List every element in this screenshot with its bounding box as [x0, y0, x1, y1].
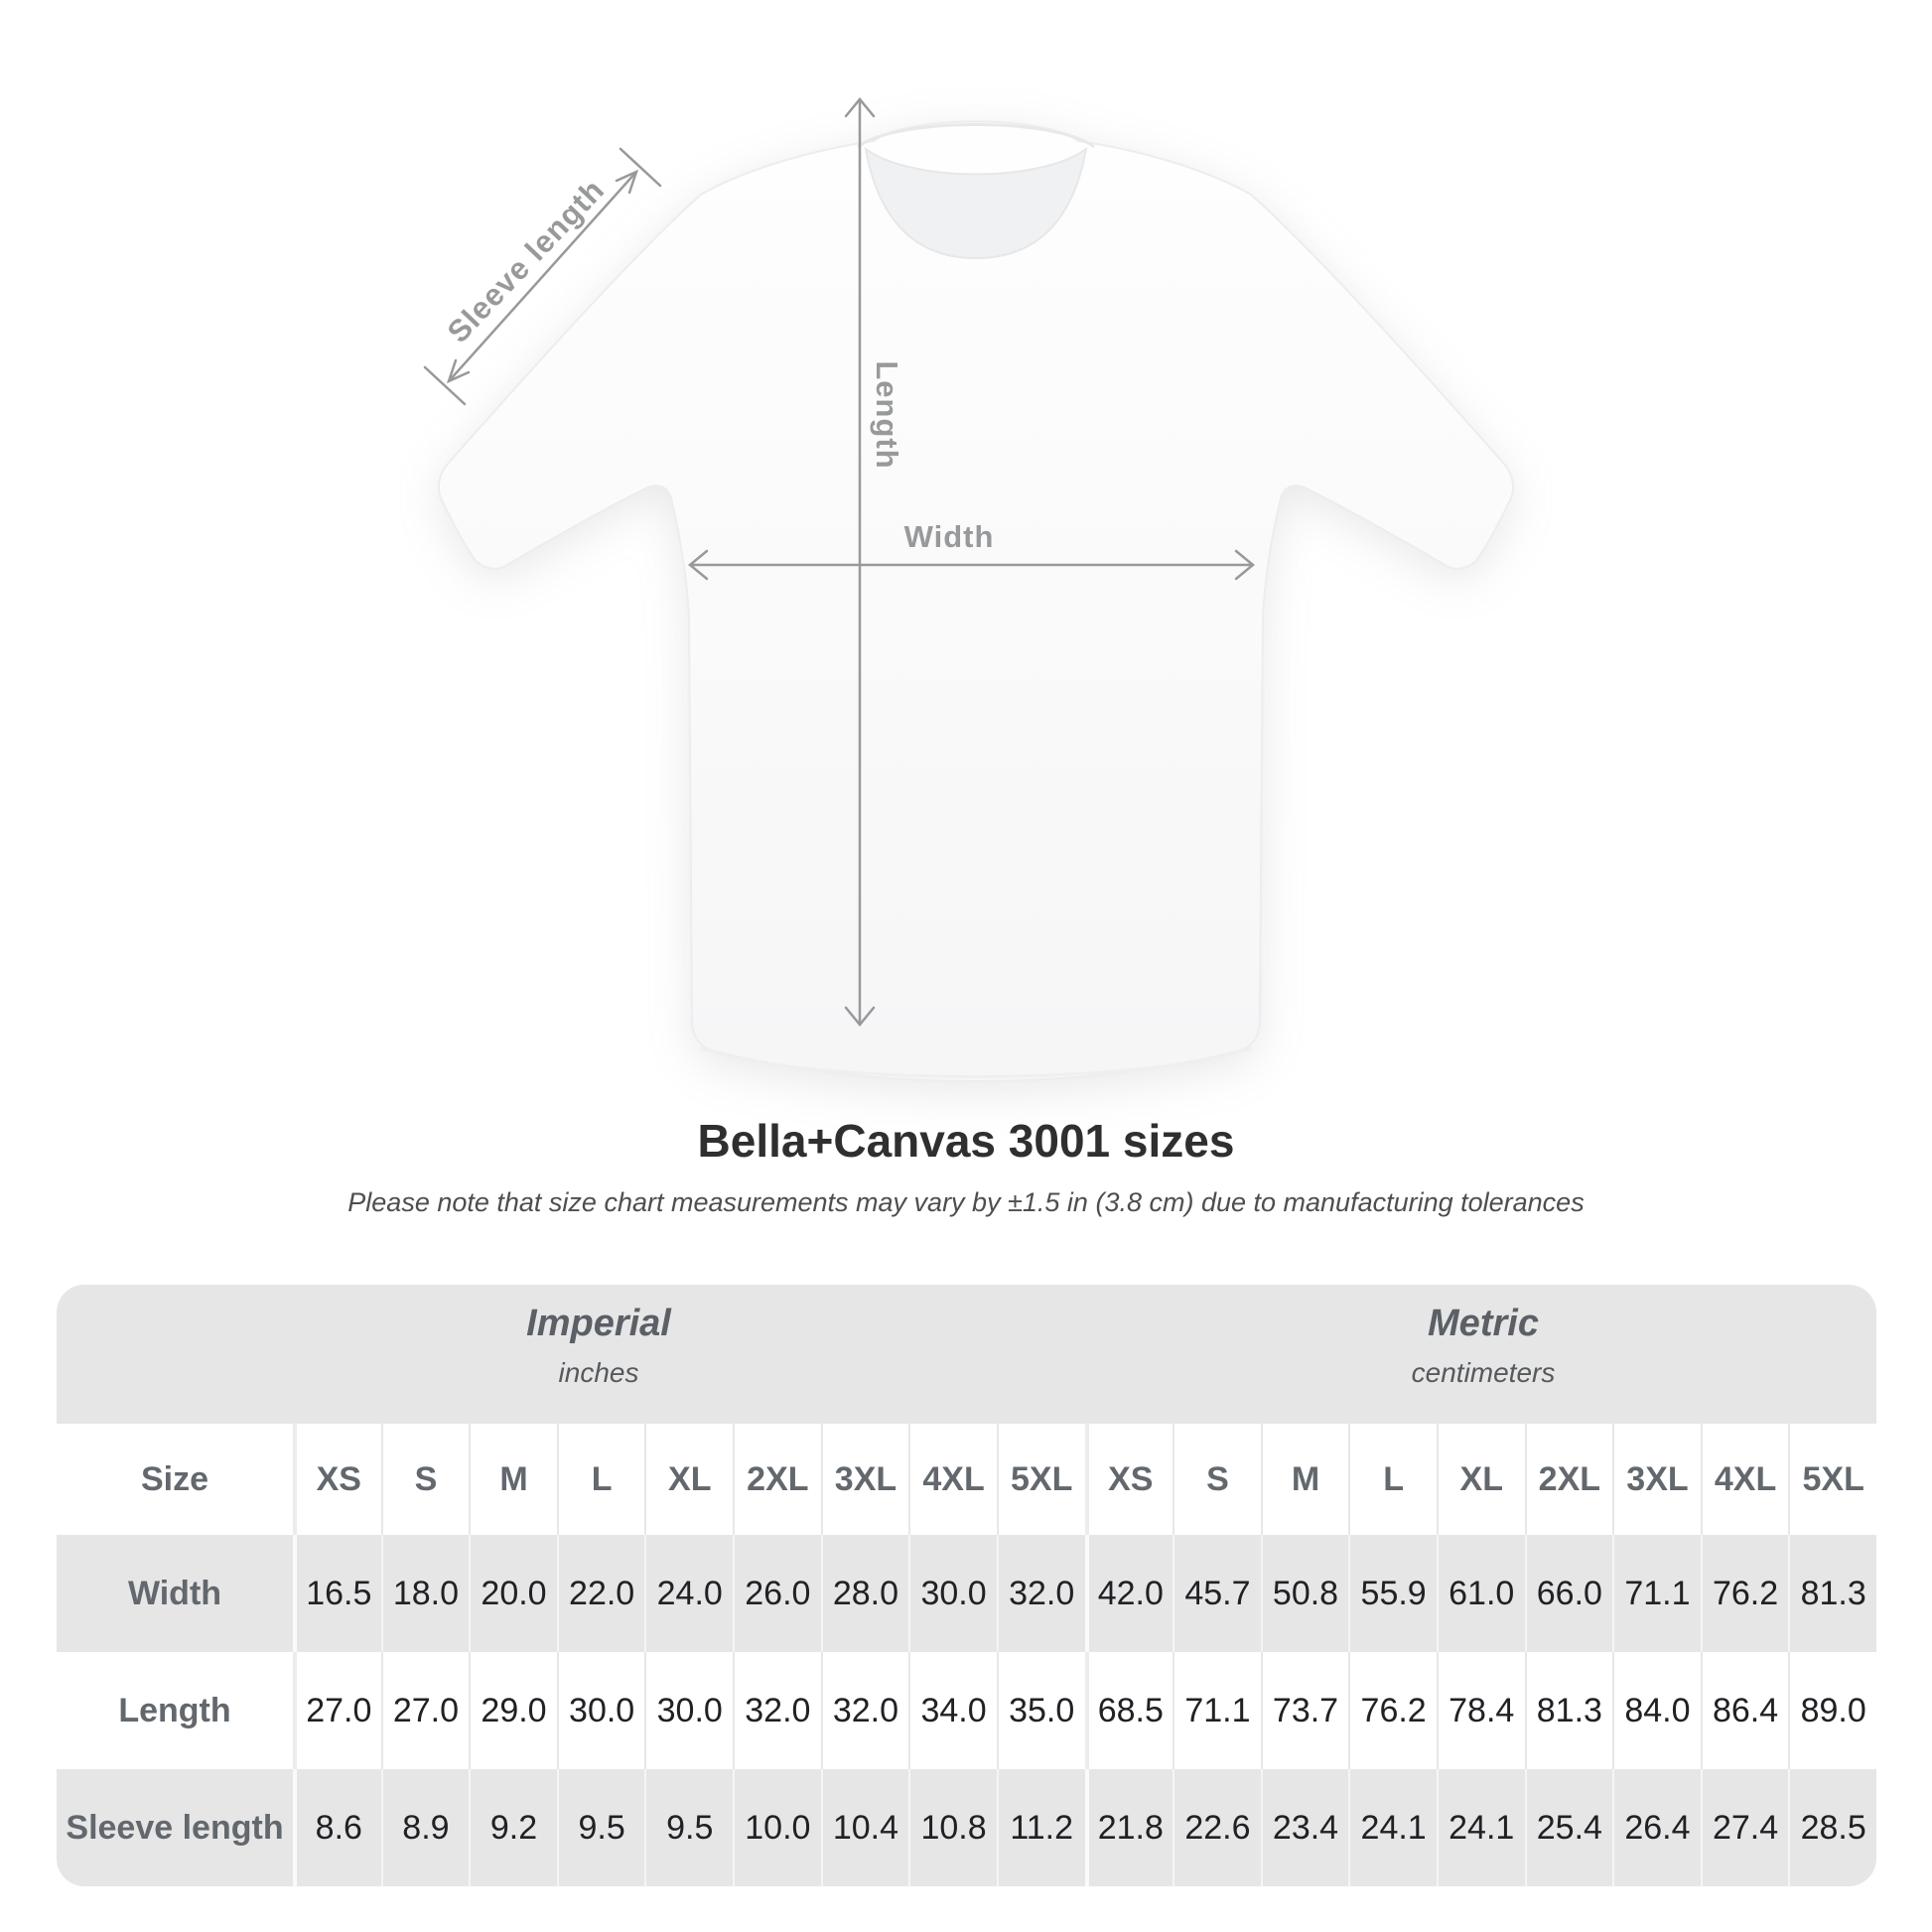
- size-header-cell: L: [557, 1424, 645, 1535]
- value-cell: 10.8: [908, 1769, 997, 1886]
- size-corner-cell: Size: [140, 1459, 209, 1498]
- value-cell: 27.4: [1701, 1769, 1789, 1886]
- value-cell: 23.4: [1261, 1769, 1349, 1886]
- size-header-cell: 4XL: [908, 1424, 997, 1535]
- value-cell: 81.3: [1525, 1652, 1613, 1769]
- value-cell: 9.2: [469, 1769, 557, 1886]
- value-cell: 55.9: [1348, 1535, 1437, 1652]
- value-cell: 26.0: [733, 1535, 821, 1652]
- width-label: Width: [903, 519, 995, 554]
- value-cell: 22.0: [557, 1535, 645, 1652]
- value-cell: 30.0: [644, 1652, 733, 1769]
- value-cell: 26.4: [1612, 1769, 1701, 1886]
- size-header-cell: XS: [293, 1424, 381, 1535]
- value-cell: 34.0: [908, 1652, 997, 1769]
- size-header-cell: M: [469, 1424, 557, 1535]
- width-arrow: [690, 551, 1253, 579]
- value-cell: 25.4: [1525, 1769, 1613, 1886]
- size-header-cell: L: [1348, 1424, 1437, 1535]
- value-cell: 78.4: [1437, 1652, 1525, 1769]
- size-header-cell: 2XL: [733, 1424, 821, 1535]
- size-header-cell: 2XL: [1525, 1424, 1613, 1535]
- value-cell: 66.0: [1525, 1535, 1613, 1652]
- value-cell: 29.0: [469, 1652, 557, 1769]
- value-cell: 22.6: [1173, 1769, 1261, 1886]
- value-cell: 68.5: [1085, 1652, 1173, 1769]
- size-header-cell: XS: [1085, 1424, 1173, 1535]
- sleeve-length-label: Sleeve length: [440, 172, 612, 349]
- imperial-group-header: [526, 1303, 671, 1389]
- value-cell: 9.5: [644, 1769, 733, 1886]
- size-header-cell: 5XL: [1788, 1424, 1876, 1535]
- value-cell: 35.0: [997, 1652, 1085, 1769]
- value-cell: 30.0: [557, 1652, 645, 1769]
- value-cell: 84.0: [1612, 1652, 1701, 1769]
- unit-header-band: [57, 1285, 1876, 1424]
- size-header-cell: S: [1173, 1424, 1261, 1535]
- page-title: Bella+Canvas 3001 sizes: [697, 1115, 1235, 1167]
- length-arrow: [846, 99, 874, 1025]
- value-cell: 21.8: [1085, 1769, 1173, 1886]
- value-cell: 10.4: [821, 1769, 909, 1886]
- size-header-cell: S: [381, 1424, 470, 1535]
- size-header-cell: 5XL: [997, 1424, 1085, 1535]
- row-label-cell: Sleeve length: [66, 1808, 284, 1847]
- value-cell: 27.0: [293, 1652, 381, 1769]
- value-cell: 11.2: [997, 1769, 1085, 1886]
- metric-group-header: [1412, 1303, 1556, 1389]
- value-cell: 30.0: [908, 1535, 997, 1652]
- page-subtitle: Please note that size chart measurements may vary by ±1.5 in (3.8 cm) due to manufacturing tolerances: [347, 1187, 1585, 1217]
- size-table: [57, 1285, 1876, 1886]
- value-cell: 86.4: [1701, 1652, 1789, 1769]
- value-cell: 81.3: [1788, 1535, 1876, 1652]
- metric-unit-label: centimeters: [1411, 1357, 1556, 1388]
- value-cell: 73.7: [1261, 1652, 1349, 1769]
- value-cell: 24.1: [1348, 1769, 1437, 1886]
- value-cell: 32.0: [733, 1652, 821, 1769]
- value-cell: 71.1: [1173, 1652, 1261, 1769]
- value-cell: 10.0: [733, 1769, 821, 1886]
- value-cell: 76.2: [1701, 1535, 1789, 1652]
- size-header-cell: 3XL: [821, 1424, 909, 1535]
- value-cell: 20.0: [469, 1535, 557, 1652]
- value-cell: 8.9: [381, 1769, 470, 1886]
- value-cell: 16.5: [293, 1535, 381, 1652]
- value-cell: 18.0: [381, 1535, 470, 1652]
- value-cell: 24.0: [644, 1535, 733, 1652]
- sleeve-length-arrow: [425, 149, 660, 404]
- length-label: Length: [870, 360, 904, 470]
- value-cell: 45.7: [1173, 1535, 1261, 1652]
- size-header-cell: XL: [644, 1424, 733, 1535]
- value-cell: 8.6: [293, 1769, 381, 1886]
- value-cell: 42.0: [1085, 1535, 1173, 1652]
- table-row: [57, 1424, 1876, 1535]
- table-row: [57, 1652, 1876, 1769]
- value-cell: 28.0: [821, 1535, 909, 1652]
- size-header-cell: 3XL: [1612, 1424, 1701, 1535]
- size-header-cell: M: [1261, 1424, 1349, 1535]
- size-header-cell: XL: [1437, 1424, 1525, 1535]
- row-label-cell: Length: [118, 1691, 231, 1729]
- value-cell: 32.0: [821, 1652, 909, 1769]
- value-cell: 28.5: [1788, 1769, 1876, 1886]
- value-cell: 76.2: [1348, 1652, 1437, 1769]
- value-cell: 27.0: [381, 1652, 470, 1769]
- table-row: [57, 1535, 1876, 1652]
- value-cell: 71.1: [1612, 1535, 1701, 1652]
- value-cell: 24.1: [1437, 1769, 1525, 1886]
- row-label-cell: Width: [127, 1574, 222, 1612]
- value-cell: 61.0: [1437, 1535, 1525, 1652]
- imperial-label: Imperial: [526, 1303, 671, 1344]
- value-cell: 32.0: [997, 1535, 1085, 1652]
- table-row: [57, 1769, 1876, 1886]
- imperial-unit-label: inches: [558, 1357, 639, 1388]
- value-cell: 89.0: [1788, 1652, 1876, 1769]
- value-cell: 50.8: [1261, 1535, 1349, 1652]
- metric-label: Metric: [1428, 1303, 1539, 1344]
- size-grid: [57, 1424, 1876, 1886]
- size-header-cell: 4XL: [1701, 1424, 1789, 1535]
- value-cell: 9.5: [557, 1769, 645, 1886]
